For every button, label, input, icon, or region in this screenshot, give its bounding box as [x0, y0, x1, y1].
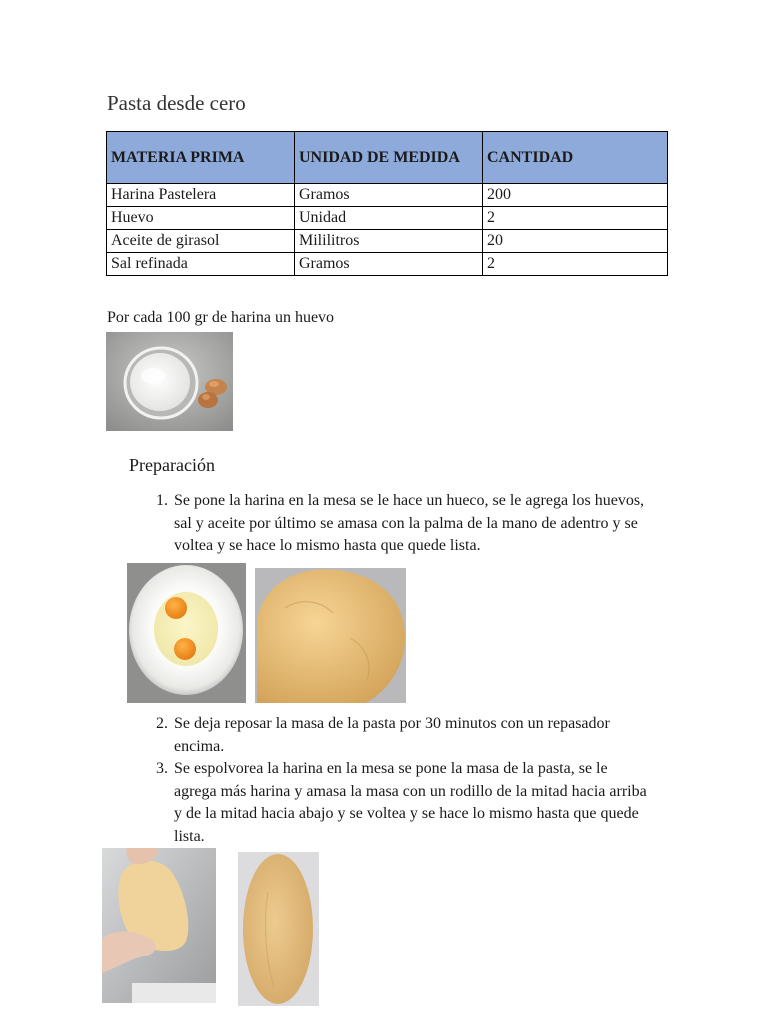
table-cell: 2	[483, 253, 668, 276]
table-row	[107, 230, 668, 253]
table-cell: Unidad	[295, 207, 483, 230]
table-cell: Mililitros	[295, 230, 483, 253]
page-title: Pasta desde cero	[107, 91, 246, 115]
header-cantidad: CANTIDAD	[483, 132, 668, 184]
table-cell: Aceite de girasol	[107, 230, 295, 253]
step-text: Se pone la harina en la mesa se le hace un hueco, se le agrega los huevos, sal y aceite por último se amasa con la palma de la mano de adentro y se voltea y se hace lo mismo hasta que quede lista.	[174, 492, 645, 555]
table-row	[107, 253, 668, 276]
step-number: 3.	[156, 760, 168, 777]
table-cell: 2	[483, 207, 668, 230]
list-item	[146, 713, 656, 759]
table-cell: 200	[483, 184, 668, 207]
table-cell: Sal refinada	[107, 253, 295, 276]
table-header-row	[107, 132, 668, 184]
dough-ball-photo	[255, 568, 406, 703]
list-item	[146, 758, 656, 850]
list-item	[146, 490, 656, 558]
header-materia-prima: MATERIA PRIMA	[107, 132, 295, 184]
step-text: Se deja reposar la masa de la pasta por 30 minutos con un repasador encima.	[174, 715, 610, 755]
table-cell: 20	[483, 230, 668, 253]
step-number: 1.	[156, 492, 168, 509]
table-cell: Gramos	[295, 253, 483, 276]
flour-well-eggs-photo	[127, 563, 246, 703]
step-number: 2.	[156, 715, 168, 732]
table-cell: Huevo	[107, 207, 295, 230]
flour-egg-ratio-note: Por cada 100 gr de harina un huevo	[107, 309, 335, 326]
step-text: Se espolvorea la harina en la mesa se pone la masa de la pasta, se le agrega más harina y amasa la masa con un rodillo de la mitad hacia arriba y de la mitad hacia abajo y se voltea y se hace lo mismo hasta que quede lista.	[174, 760, 647, 845]
header-unidad-de-medida: UNIDAD DE MEDIDA	[295, 132, 483, 184]
table-cell: Gramos	[295, 184, 483, 207]
table-row	[107, 184, 668, 207]
rolled-dough-oval-photo	[238, 852, 319, 1006]
ingredients-table	[106, 131, 668, 276]
table-cell: Harina Pastelera	[107, 184, 295, 207]
preparation-heading: Preparación	[129, 455, 215, 475]
table-row	[107, 207, 668, 230]
flour-bowl-eggs-photo	[106, 332, 233, 431]
rolling-dough-photo	[102, 848, 216, 1003]
